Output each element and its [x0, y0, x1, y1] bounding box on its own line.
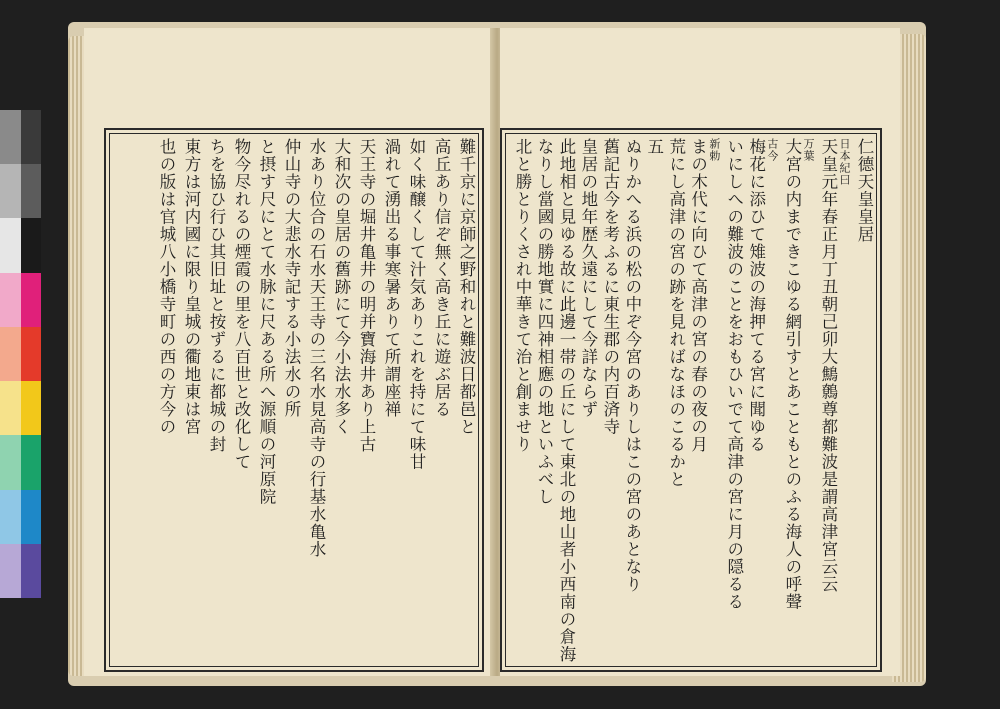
color-swatch — [21, 381, 42, 435]
color-swatch — [21, 218, 42, 272]
color-swatch — [0, 110, 21, 164]
text-column: 皇居の地年歴久遠にして今詳ならず — [578, 138, 598, 418]
text-column: 天王寺の堀井亀井の明并寶海井あり上古 — [357, 138, 376, 453]
color-swatch — [21, 273, 42, 327]
text-column: 仁德天皇皇居 — [855, 138, 874, 243]
color-swatch-row — [0, 435, 41, 489]
text-column: 梅花に添ひて雉波の海押てる宮に聞ゆる — [746, 138, 766, 453]
text-column: 新勅 — [707, 138, 721, 162]
left-page-frame — [104, 128, 484, 672]
color-swatch-row — [0, 544, 41, 598]
text-column: 高丘あり信ぞ無く高き丘に遊ぶ居る — [432, 138, 451, 418]
color-swatch — [21, 164, 42, 218]
text-column: 北と勝とりくされ中華きて治と創ませり — [513, 138, 533, 453]
left-page — [84, 28, 494, 676]
text-column: 難千京に京師之野和れと難波日都邑と — [457, 138, 476, 436]
text-column: 水あり位合の石水天王寺の三名水見高寺の行基水亀水 — [307, 138, 326, 558]
text-column: 日本紀曰 — [838, 138, 852, 186]
color-swatch — [0, 435, 21, 489]
text-column: 荒にし高津の宮の跡を見ればなほのこるかと — [666, 138, 686, 488]
color-swatch-row — [0, 110, 41, 164]
color-swatch — [21, 110, 42, 164]
color-calibration-strip — [0, 110, 41, 598]
color-swatch-row — [0, 164, 41, 218]
text-column: 此地相と見ゆる故に此邊一帯の丘にして東北の地山者小西南の倉海 — [556, 138, 576, 663]
color-swatch — [21, 435, 42, 489]
text-column: まの木代に向ひて高津の宮の春の夜の月 — [688, 138, 708, 453]
text-column: 物今尽れるの煙霞の里を八百世と改化して — [232, 138, 251, 471]
color-swatch — [0, 164, 21, 218]
text-column: 渦れて湧出る事寒暑ありて所謂座禅 — [382, 138, 401, 418]
text-column: 東方は河内國に限り皇城の衢地東は宮 — [182, 138, 201, 436]
text-column: 大宮の内まできこゆる網引すとあこともとのふる海人の呼聲 — [782, 138, 802, 611]
text-column: 古今 — [765, 138, 779, 162]
color-swatch — [21, 327, 42, 381]
text-column: 万葉 — [801, 138, 815, 162]
color-swatch-row — [0, 218, 41, 272]
color-swatch — [0, 273, 21, 327]
text-column: 仲山寺の大悲水寺記する小法水の所 — [282, 138, 301, 418]
text-column: 五 — [644, 138, 664, 156]
color-swatch — [0, 218, 21, 272]
text-column: 大和次の皇居の舊跡にて今小法水多く — [332, 138, 351, 436]
color-swatch-row — [0, 273, 41, 327]
color-swatch — [21, 490, 42, 544]
text-column: 舊記古今を考ふるに東生郡の内百済寺 — [600, 138, 620, 436]
text-column: 也の版は官城八小橋寺町の西の方今の — [157, 138, 176, 436]
color-swatch — [0, 327, 21, 381]
text-column: なりし當國の勝地實に四神相應の地といふべし — [535, 138, 554, 506]
color-swatch-row — [0, 381, 41, 435]
color-swatch — [0, 544, 21, 598]
text-column: 如く味醸くして汁気ありこれを持にて味甘 — [407, 138, 426, 471]
color-swatch-row — [0, 327, 41, 381]
left-page-text — [114, 138, 474, 662]
color-swatch — [0, 490, 21, 544]
right-page-frame — [500, 128, 882, 672]
color-swatch-row — [0, 490, 41, 544]
right-page-text — [510, 138, 872, 662]
text-column: ちを協ひ行ひ其旧址と按ずるに都城の封 — [207, 138, 226, 453]
text-column: と摂す尺にとて水脉に尺ある所へ源順の河原院 — [257, 138, 276, 506]
color-swatch — [0, 381, 21, 435]
text-column: 天皇元年春正月丁丑朝己卯大鷦鷯尊都難波是謂高津宮云云 — [818, 138, 838, 593]
color-swatch — [21, 544, 42, 598]
text-column: いにしへの難波のことをおもひいでて高津の宮に月の隠るる — [724, 138, 744, 611]
text-column: ぬりかへる浜の松の中ぞ今宮のありしはこの宮のあとなり — [622, 138, 642, 593]
right-page — [500, 28, 900, 676]
